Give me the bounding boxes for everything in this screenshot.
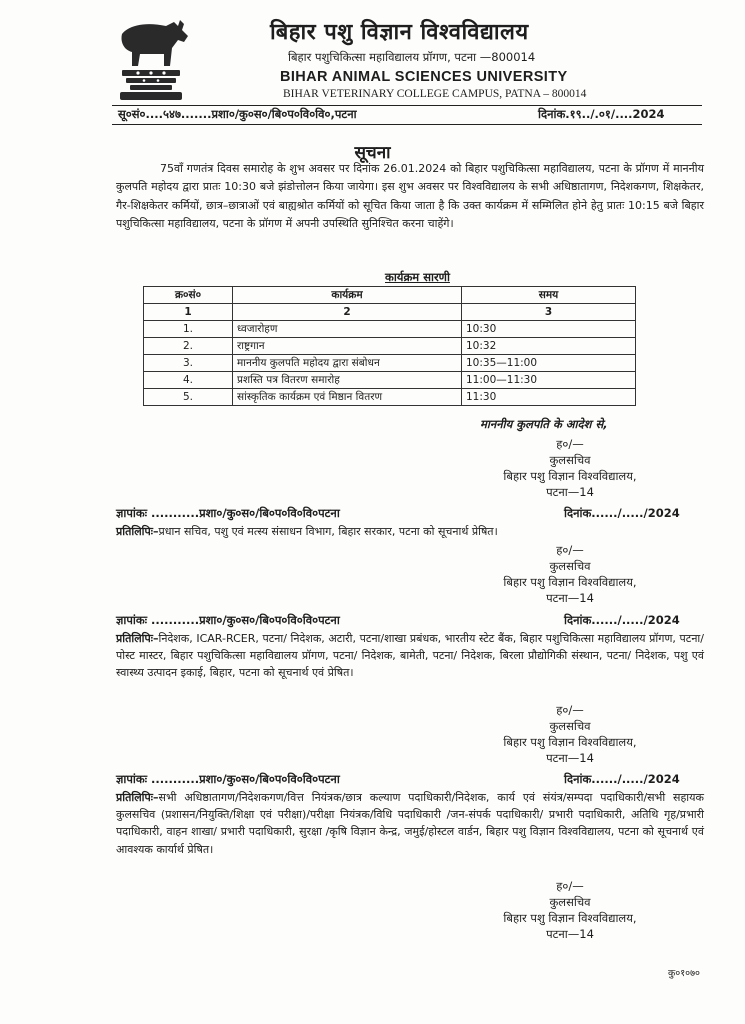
copy-text: प्रधान सचिव, पशु एवं मत्स्य संसाधन विभाग, बिहार सरकार, पटना को सूचनार्थ प्रेषित। xyxy=(158,525,498,538)
order-line: माननीय कुलपति के आदेश से, xyxy=(480,417,608,431)
serial-cell: 5. xyxy=(144,389,233,406)
serial-cell: 4. xyxy=(144,372,233,389)
signature-city: पटना—14 xyxy=(546,751,594,765)
university-address-hindi: बिहार पशुचिकित्सा महाविद्यालय प्रॉगण, पटना —800014 xyxy=(288,50,536,64)
signature-designation: कुलसचिव xyxy=(549,559,591,573)
signature-sd: ह०/— xyxy=(556,703,584,717)
copy-label: प्रतिलिपिः– xyxy=(116,632,159,645)
table-row xyxy=(144,372,636,389)
serial-cell: 3. xyxy=(144,355,233,372)
university-address-english: BIHAR VETERINARY COLLEGE CAMPUS, PATNA – 800014 xyxy=(283,88,587,100)
time-cell: 10:30 xyxy=(462,321,636,338)
signature-sd: ह०/— xyxy=(556,437,584,451)
time-cell: 11:30 xyxy=(462,389,636,406)
signature-university: बिहार पशु विज्ञान विश्वविद्यालय, xyxy=(503,469,637,483)
memo-date: दिनांक....../...../2024 xyxy=(564,772,680,786)
memo-date: दिनांक....../...../2024 xyxy=(564,613,680,627)
numbering-cell: 2 xyxy=(233,304,462,321)
signature-block xyxy=(470,542,670,606)
programme-cell: सांस्कृतिक कार्यक्रम एवं मिष्ठान वितरण xyxy=(233,389,462,406)
memo-reference: ज्ञापांकः ...........प्रशा०/कु०स०/बि०प०वि०वि०पटना xyxy=(116,506,340,520)
table-row xyxy=(144,389,636,406)
signature-sd: ह०/— xyxy=(556,879,584,893)
memo-reference: ज्ञापांकः ...........प्रशा०/कु०स०/बि०प०वि०वि०पटना xyxy=(116,772,340,786)
memo-reference: ज्ञापांकः ...........प्रशा०/कु०स०/बि०प०वि०वि०पटना xyxy=(116,613,340,627)
header-divider-bottom xyxy=(112,124,702,125)
signature-sd: ह०/— xyxy=(556,543,584,557)
copy-label: प्रतिलिपिः– xyxy=(116,525,159,538)
time-cell: 10:35—11:00 xyxy=(462,355,636,372)
programme-cell: ध्वजारोहण xyxy=(233,321,462,338)
serial-cell: 1. xyxy=(144,321,233,338)
schedule-numbering-row xyxy=(144,304,636,321)
copy-label: प्रतिलिपिः– xyxy=(116,791,159,804)
notice-body: 75वाँ गणतंत्र दिवस समारोह के शुभ अवसर पर दिनांक 26.01.2024 को बिहार पशुचिकित्सा महाविद्यालय, पटना के प्रॉगण में माननीय कुलपति महोदय द्वारा प्रातः 10:30 बजे झंडोत्तोलन किया जायेगा। इस शुभ अवसर पर विश्वविद्यालय के सभी अधिष्ठातागण, निदेशकगण, शिक्षकेतर, गैर-शिक्षकेतर कर्मियों, छात्र–छात्राओं एवं बाह्यश्रोत कर्मियों को सूचित किया जाता है कि उक्त कार्यक्रम में सम्मिलित होने हेतु प्रातः 10:15 बजे बिहार पशुचिकित्सा महाविद्यालय, पटना के प्रॉगण में अपनी उपस्थिति सुनिश्चित करना चाहेंगे। xyxy=(116,162,704,230)
university-name-english: BIHAR ANIMAL SCIENCES UNIVERSITY xyxy=(280,69,568,85)
time-cell: 11:00—11:30 xyxy=(462,372,636,389)
time-cell: 10:32 xyxy=(462,338,636,355)
programme-cell: माननीय कुलपति महोदय द्वारा संबोधन xyxy=(233,355,462,372)
schedule-table xyxy=(143,286,636,406)
signature-block xyxy=(470,702,670,766)
signature-city: पटना—14 xyxy=(546,927,594,941)
header-programme: कार्यक्रम xyxy=(233,287,462,304)
programme-cell: राष्ट्रगान xyxy=(233,338,462,355)
reference-date: दिनांक.१९../.०१/....2024 xyxy=(538,107,665,121)
notice-title: सूचना xyxy=(354,143,391,163)
schedule-title: कार्यक्रम सारणी xyxy=(385,270,450,284)
numbering-cell: 1 xyxy=(144,304,233,321)
header-serial: क्र०सं० xyxy=(144,287,233,304)
university-name-hindi: बिहार पशु विज्ञान विश्वविद्यालय xyxy=(270,20,529,45)
memo-copy xyxy=(116,789,704,858)
table-row xyxy=(144,338,636,355)
header-time: समय xyxy=(462,287,636,304)
schedule-header-row xyxy=(144,287,636,304)
memo-copy xyxy=(116,630,704,682)
signature-designation: कुलसचिव xyxy=(549,453,591,467)
signature-university: बिहार पशु विज्ञान विश्वविद्यालय, xyxy=(503,575,637,589)
signature-university: बिहार पशु विज्ञान विश्वविद्यालय, xyxy=(503,911,637,925)
copy-text: निदेशक, ICAR-RCER, पटना/ निदेशक, अटारी, पटना/शाखा प्रबंधक, भारतीय स्टेट बैंक, बिहार पशुचिकित्सा महाविद्यालय प्रॉगण, पटना/पोस्ट मास्टर, बिहार पशुचिकित्सा महाविद्यालय प्रॉगण, पटना/ निदेशक, बामेती, पटना/ निदेशक, बिरला प्रौद्योगिकी संस्थान, पटना/ निदेशक, पशु एवं स्वास्थ्य उत्पादन इकाई, बिहार, पटना को सूचनार्थ एवं प्रेषित। xyxy=(116,632,704,680)
serial-cell: 2. xyxy=(144,338,233,355)
signature-city: पटना—14 xyxy=(546,591,594,605)
memo-copy xyxy=(116,523,704,540)
numbering-cell: 3 xyxy=(462,304,636,321)
copy-text: सभी अधिष्ठातागण/निदेशकगण/वित्त नियंत्रक/छात्र कल्याण पदाधिकारी/निदेशक, कार्य एवं संयंत्र/सम्पदा पदाधिकारी/सभी सहायक कुलसचिव (प्रशासन/नियुक्ति/शिक्षा एवं परीक्षा)/परीक्षा नियंत्रक/विधि पदाधिकारी /जन-संपर्क पदाधिकारी/ प्रभारी पदाधिकारी, अतिथि गृह/प्रभारी पदाधिकारी, वाहन शाखा/ प्रभारी पदाधिकारी, सुरक्षा /कृषि विज्ञान केन्द्र, जमुई/होस्टल वार्डन, बिहार पशु विज्ञान विश्वविद्यालय, पटना को सूचनार्थ एवं आवश्यक कार्यार्थ प्रेषित। xyxy=(116,791,704,856)
table-row xyxy=(144,321,636,338)
signature-block xyxy=(470,436,670,500)
signature-designation: कुलसचिव xyxy=(549,719,591,733)
university-emblem-logo xyxy=(108,14,194,106)
signature-block xyxy=(470,878,670,942)
signature-designation: कुलसचिव xyxy=(549,895,591,909)
header-divider-top xyxy=(112,105,702,106)
signature-city: पटना—14 xyxy=(546,485,594,499)
memo-date: दिनांक....../...../2024 xyxy=(564,506,680,520)
table-row xyxy=(144,355,636,372)
footer-code: कु०१०७० xyxy=(668,968,700,979)
programme-cell: प्रशस्ति पत्र वितरण समारोह xyxy=(233,372,462,389)
reference-number: सू०सं०....५४७.......प्रशा०/कु०स०/बि०प०वि०वि०,पटना xyxy=(118,107,357,121)
signature-university: बिहार पशु विज्ञान विश्वविद्यालय, xyxy=(503,735,637,749)
